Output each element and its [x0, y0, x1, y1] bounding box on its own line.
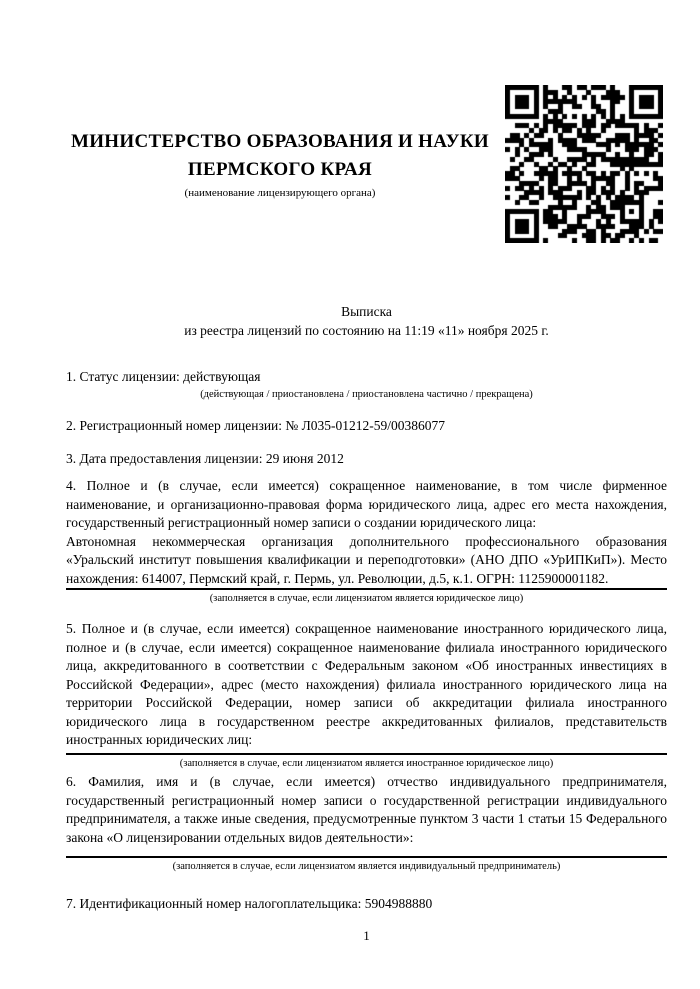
foreign-entity-fill-line	[66, 753, 667, 755]
entrepreneur-hint: (заполняется в случае, если лицензиатом является индивидуальный предприниматель)	[172, 861, 561, 872]
entrepreneur-question: 6. Фамилия, имя и (в случае, если имеется) отчество индивидуального предпринимателя, государственный регистрационный номер записи о государственной регистрации индивидуального предпринимателя, а также иные сведения, предусмотренные пунктом 3 части 1 статьи 15 Федерального закона «О лицензировании отдельных видов деятельности»:	[66, 774, 667, 845]
inn-text: 7. Идентификационный номер налогоплательщика: 5904988880	[66, 896, 433, 911]
registration-number-item	[66, 417, 667, 436]
ministry-caption: (наименование лицензирующего органа)	[184, 187, 376, 199]
foreign-entity-question: 5. Полное и (в случае, если имеется) сокращенное наименование иностранного юридического лица, полное и (в случае, если имеется) сокращенное наименование филиала иностранного юридического лица, аккредитованного в соответствии с Федеральным законом «Об иностранных инвестициях в Российской Федерации», адрес (место нахождения) филиала иностранного юридического лица на территории Российской Федерации, номер записи об аккредитации филиала иностранного юридического лица в государственном реестре аккредитованных филиалов, представительств иностранных юридических лиц:	[66, 621, 667, 747]
grant-date-text: 3. Дата предоставления лицензии: 29 июня 2012	[66, 451, 344, 466]
legal-entity-fill-line	[66, 588, 667, 590]
document-title	[66, 302, 667, 340]
foreign-entity-item	[66, 620, 667, 770]
qr-code	[505, 85, 663, 243]
registration-number-text: 2. Регистрационный номер лицензии: № Л035-01212-59/00386077	[66, 418, 446, 433]
license-status-hint: (действующая / приостановлена / приостановлена частично / прекращена)	[200, 388, 533, 400]
document-title-line1: Выписка	[341, 304, 392, 319]
foreign-entity-hint: (заполняется в случае, если лицензиатом является иностранное юридическое лицо)	[179, 757, 554, 769]
entrepreneur-item	[66, 773, 667, 873]
license-status-item	[66, 368, 667, 401]
legal-entity-answer: Автономная некоммерческая организация дополнительного профессионального образования «Уральский институт повышения квалификации и переподготовки» (АНО ДПО «УрИПКиП»). Место нахождения: 614007, Пермский край, г. Пермь, ул. Революции, д.5, к.1. ОГРН: 1125900001182.	[66, 533, 667, 586]
page-number: 1	[363, 928, 370, 943]
document-title-line2: из реестра лицензий по состоянию на 11:19 «11» ноября 2025 г.	[184, 323, 549, 338]
license-status-text: 1. Статус лицензии: действующая	[66, 369, 261, 384]
entrepreneur-fill-line	[66, 856, 667, 858]
grant-date-item	[66, 450, 667, 469]
legal-entity-question: 4. Полное и (в случае, если имеется) сокращенное наименование, в том числе фирменное наименование, и организационно-правовая форма юридического лица, адрес его места нахождения, государственный регистрационный номер записи о создании юридического лица:	[66, 478, 667, 530]
licensing-authority-header	[55, 128, 505, 200]
inn-item	[66, 895, 667, 914]
legal-entity-item	[66, 477, 667, 605]
legal-entity-hint: (заполняется в случае, если лицензиатом является юридическое лицо)	[209, 593, 524, 604]
ministry-name-line2: ПЕРМСКОГО КРАЯ	[187, 159, 373, 180]
ministry-name-line1: МИНИСТЕРСТВО ОБРАЗОВАНИЯ И НАУКИ	[70, 131, 490, 152]
